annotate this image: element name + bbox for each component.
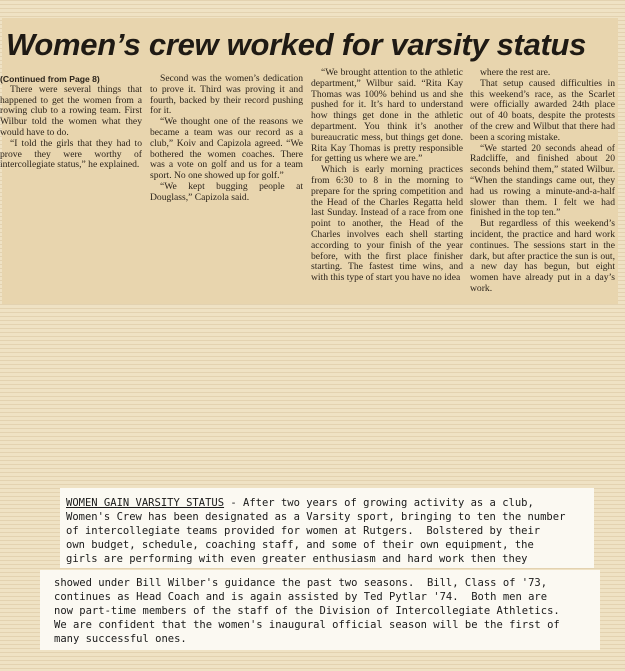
typed-line-rest: - After two years of growing activity as a club, [224,497,534,509]
article-column-1 [0,74,142,171]
paragraph: “We started 20 seconds ahead of Radcliffe, and finished about 20 seconds behind them,” stated Wilbur. “When the standings came out, they had us rowing a minute-and-a-half slower than them. I felt we had finished in the top ten.” [470,142,615,219]
typed-line: many successful ones. [54,633,187,645]
typed-line: We are confident that the women's inaugural official season will be the first of [54,619,560,631]
typed-note-part-1 [60,488,594,568]
article-column-4 [470,68,615,295]
typed-line: girls are performing with even greater enthusiasm and hard work then they [66,553,528,565]
typed-line: of intercollegiate teams provided for women at Rutgers. Bolstered by their [66,525,541,537]
typed-note-part-2 [40,570,600,650]
paragraph: Which is early morning practices from 6:30 to 8 in the morning to prepare for the spring competition and the Head of the Charles Regatta held last Sunday. Instead of a race from one point to another, the Head of the Charles involves each shell starting according to your finish of the year before, with the first place finisher starting. The fastest time wins, and with this type of start you have no idea [311,164,463,284]
typed-line: own budget, schedule, coaching staff, and some of their own equipment, the [66,539,534,551]
typed-note-heading: WOMEN GAIN VARSITY STATUS [66,497,225,509]
article-column-3 [311,68,463,284]
paragraph: “We brought attention to the athletic department,” Wilbur said. “Rita Kay Thomas was 100% behind us and she pushed for it. It’s hard to understand how things get done in the athletic department. You think it’s another bureaucratic mess, but things get done. Rita Kay Thomas is pretty responsible for getting us where we are.” [311,67,463,165]
typed-line [66,496,594,510]
paragraph: There were several things that happened to get the women from a rowing club to a rowing team. First Wilbur told the women what they would have to do. [0,83,142,138]
article-column-2 [150,74,303,204]
typed-line: now part-time members of the staff of the Division of Intercollegiate Athletics. [54,605,560,617]
paragraph: But regardless of this weekend’s incident, the practice and hard work continues. The sessions start in the dark, but after practice the sun is out, a new day has begun, but eight women have already put in a day’s work. [470,218,615,294]
paragraph: where the rest are. [480,67,551,78]
continuation-note: (Continued from Page 8) [0,74,100,84]
typed-line: continues as Head Coach and is again assisted by Ted Pytlar '74. Both men are [54,591,548,603]
paragraph: That setup caused difficulties in this weekend’s race, as the Scarlet were officially awarded 24th place out of 40 boats, despite the protests of the crew and Wilbut that there had been a scoring mistake. [470,77,615,143]
paragraph: Second was the women’s dedication to prove it. Third was proving it and fourth, backed by their record pushing for it. [150,73,303,117]
paragraph: “I told the girls that they had to prove they were worthy of intercollegiate status,” he explained. [0,137,142,171]
headline: Women’s crew worked for varsity status [6,27,587,62]
typed-line: showed under Bill Wilber's guidance the past two seasons. Bill, Class of '73, [54,577,548,589]
typed-line: Women's Crew has been designated as a Varsity sport, bringing to ten the number [66,511,566,523]
paragraph: “We thought one of the reasons we became a team was our record as a club,” Koiv and Capizola agreed. “We bothered the women coaches. There was a vote on golf and us for a team sport. No one showed up for golf.” [150,116,303,182]
paragraph: “We kept bugging people at Douglass,” Capizola said. [150,180,303,203]
